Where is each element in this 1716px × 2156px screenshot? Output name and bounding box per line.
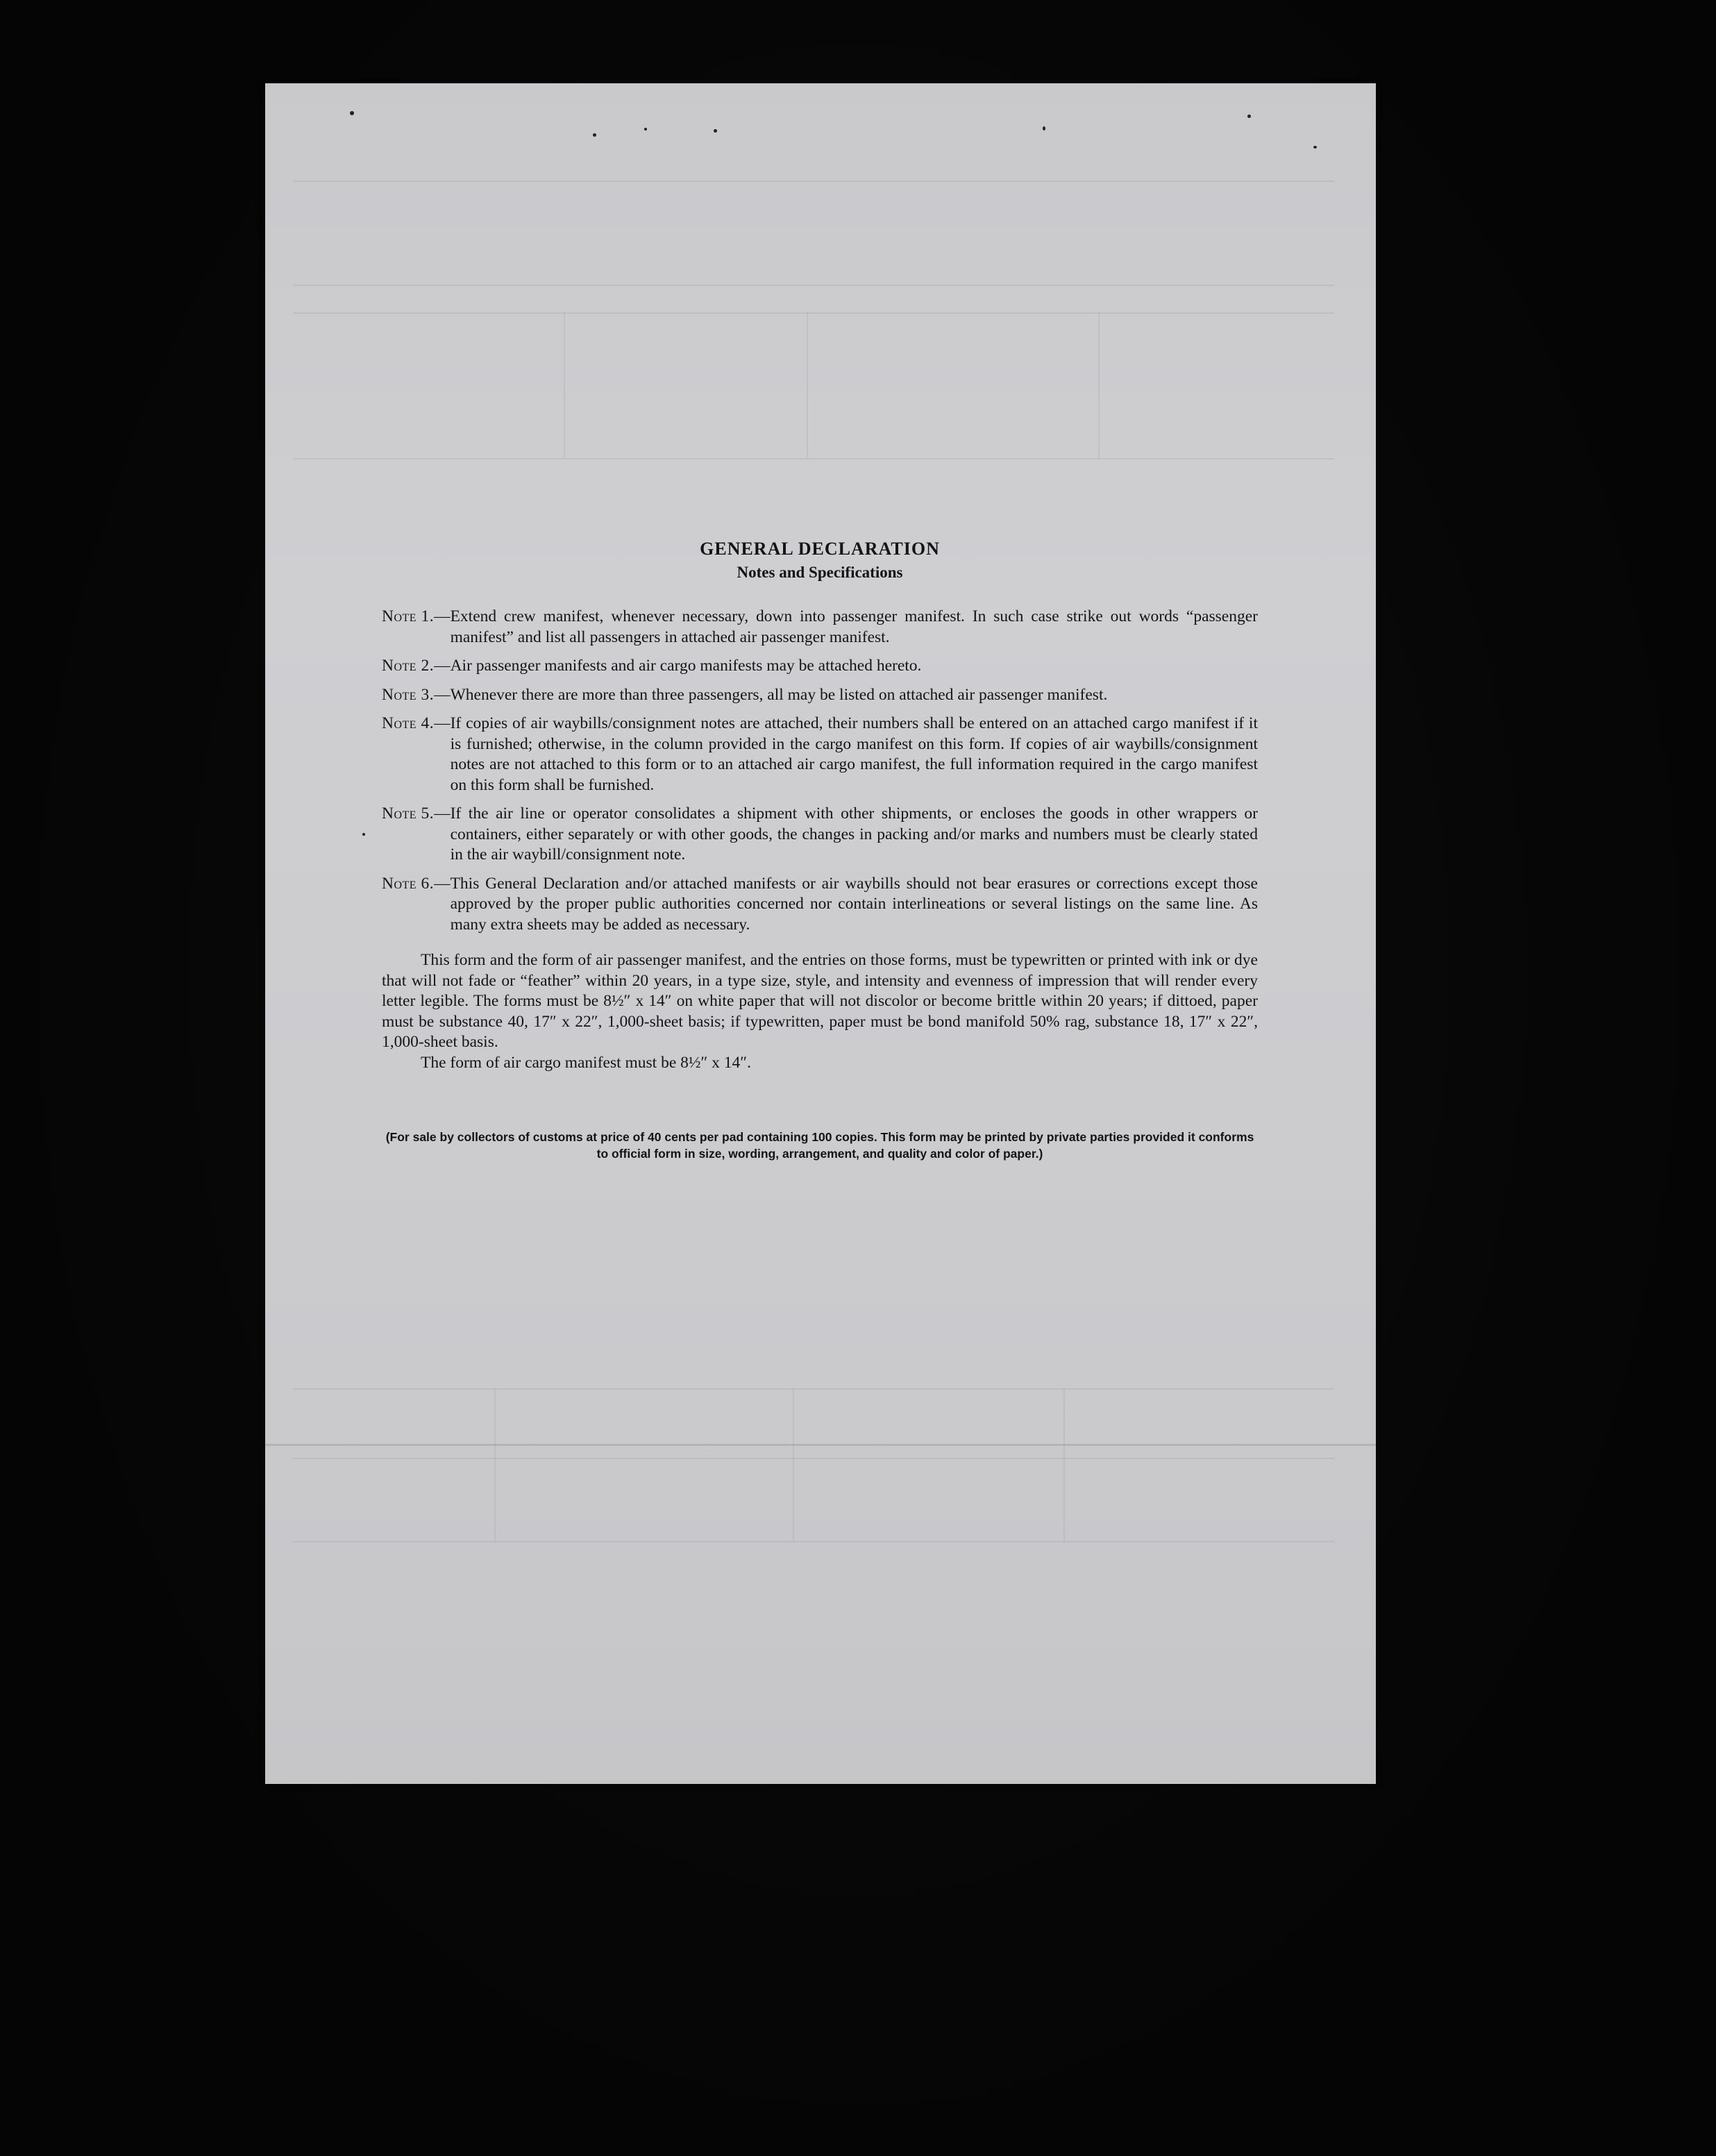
note-label: Note 2. [382, 657, 435, 675]
ghost-column [807, 312, 808, 458]
note-text: Whenever there are more than three passengers, all may be listed on attached air passenger manifest. [450, 685, 1108, 704]
ghost-rule [293, 312, 1334, 314]
ghost-rule [293, 285, 1334, 286]
note-label: Note 5. [382, 805, 435, 823]
specification-paragraph: This form and the form of air passenger manifest, and the entries on those forms, must be typewritten or printed with ink or dye that will not fade or “feather” within 20 years, in a type size, style, and intensity and evenness of impression that will render every letter legible. The forms must be 8½″ x 14″ on white paper that will not discolor or become brittle within 20 years; if dittoed, paper must be substance 40, 17″ x 22″, 1,000-sheet basis; if typewritten, paper must be bond manifold 50% rag, substance 18, 17″ x 22″, 1,000-sheet basis. [382, 951, 1258, 1051]
ink-speck [362, 833, 365, 836]
ghost-rule [293, 1541, 1334, 1542]
note-6: Note 6. — This General Declaration and/or attached manifests or air waybills should not bear erasures or corrections except those approved by the proper public authorities concerned nor contain interlineations or several listings on the same line. As many extra sheets may be added as necessary. [382, 874, 1258, 936]
page-subtitle: Notes and Specifications [737, 564, 903, 581]
ghost-rule [293, 458, 1334, 460]
cargo-manifest-size-paragraph: The form of air cargo manifest must be 8½″ x 14″. [421, 1053, 751, 1072]
ghost-column [1098, 312, 1100, 458]
ink-speck [1247, 115, 1251, 118]
note-3: Note 3. — Whenever there are more than three passengers, all may be listed on attached air passenger manifest. [382, 685, 1258, 706]
note-label: Note 6. [382, 874, 435, 893]
ghost-rule [293, 180, 1334, 182]
note-1: Note 1. — Extend crew manifest, whenever necessary, down into passenger manifest. In such case strike out words “passenger manifest” and list all passengers in attached air passenger manifest. [382, 607, 1258, 648]
ink-speck [350, 111, 354, 115]
note-text: Air passenger manifests and air cargo manifests may be attached hereto. [450, 657, 922, 675]
ghost-column [1063, 1388, 1065, 1541]
document-page [265, 83, 1376, 1784]
note-text: This General Declaration and/or attached manifests or air waybills should not bear erasures or corrections except those approved by the proper public authorities concerned nor contain interlineations or several listings on the same line. As many extra sheets may be added as necessary. [450, 874, 1258, 934]
ghost-column [793, 1388, 794, 1541]
note-text: If copies of air waybills/consignment notes are attached, their numbers shall be entered on an attached cargo manifest if it is furnished; otherwise, in the column provided in the cargo manifest on this form. If copies of air waybills/consignment notes are not attached to this form or to an attached air cargo manifest, the full information required in the cargo manifest on this form shall be furnished. [450, 714, 1258, 794]
ghost-column [564, 312, 565, 458]
note-label: Note 3. [382, 685, 435, 704]
ink-speck [1313, 146, 1317, 149]
note-4: Note 4. — If copies of air waybills/consignment notes are attached, their numbers shall be entered on an attached cargo manifest if it is furnished; otherwise, in the column provided in the cargo manifest on this form. If copies of air waybills/consignment notes are not attached to this form or to an attached air cargo manifest, the full information required in the cargo manifest on this form shall be furnished. [382, 714, 1258, 795]
note-5: Note 5. — If the air line or operator consolidates a shipment with other shipments, or encloses the goods in other wrappers or containers, either separately or with other goods, the changes in packing and/or marks and numbers must be clearly stated in the air waybill/consignment note. [382, 804, 1258, 866]
note-label: Note 4. [382, 714, 435, 732]
paper-fold [265, 1444, 1376, 1446]
note-label: Note 1. [382, 607, 435, 625]
note-2: Note 2. — Air passenger manifests and air cargo manifests may be attached hereto. [382, 656, 1258, 677]
ink-speck [1043, 126, 1045, 130]
notes-section [382, 539, 1258, 1162]
ink-speck [644, 128, 647, 130]
ghost-rule [293, 1458, 1334, 1459]
sale-notice: (For sale by collectors of customs at price of 40 cents per pad containing 100 copies. This form may be printed by private parties provided it conforms to official form in size, wording, arrangement, and quality and color of paper.) [385, 1130, 1254, 1161]
ink-speck [714, 129, 717, 133]
note-text: If the air line or operator consolidates a shipment with other shipments, or encloses the goods in other wrappers or containers, either separately or with other goods, the changes in packing and/or marks and numbers must be clearly stated in the air waybill/consignment note. [450, 805, 1258, 864]
ghost-rule [293, 1388, 1334, 1390]
ghost-column [494, 1388, 496, 1541]
page-title: GENERAL DECLARATION [700, 539, 940, 559]
note-text: Extend crew manifest, whenever necessary, down into passenger manifest. In such case strike out words “passenger manifest” and list all passengers in attached air passenger manifest. [450, 607, 1258, 646]
ink-speck [593, 133, 596, 137]
